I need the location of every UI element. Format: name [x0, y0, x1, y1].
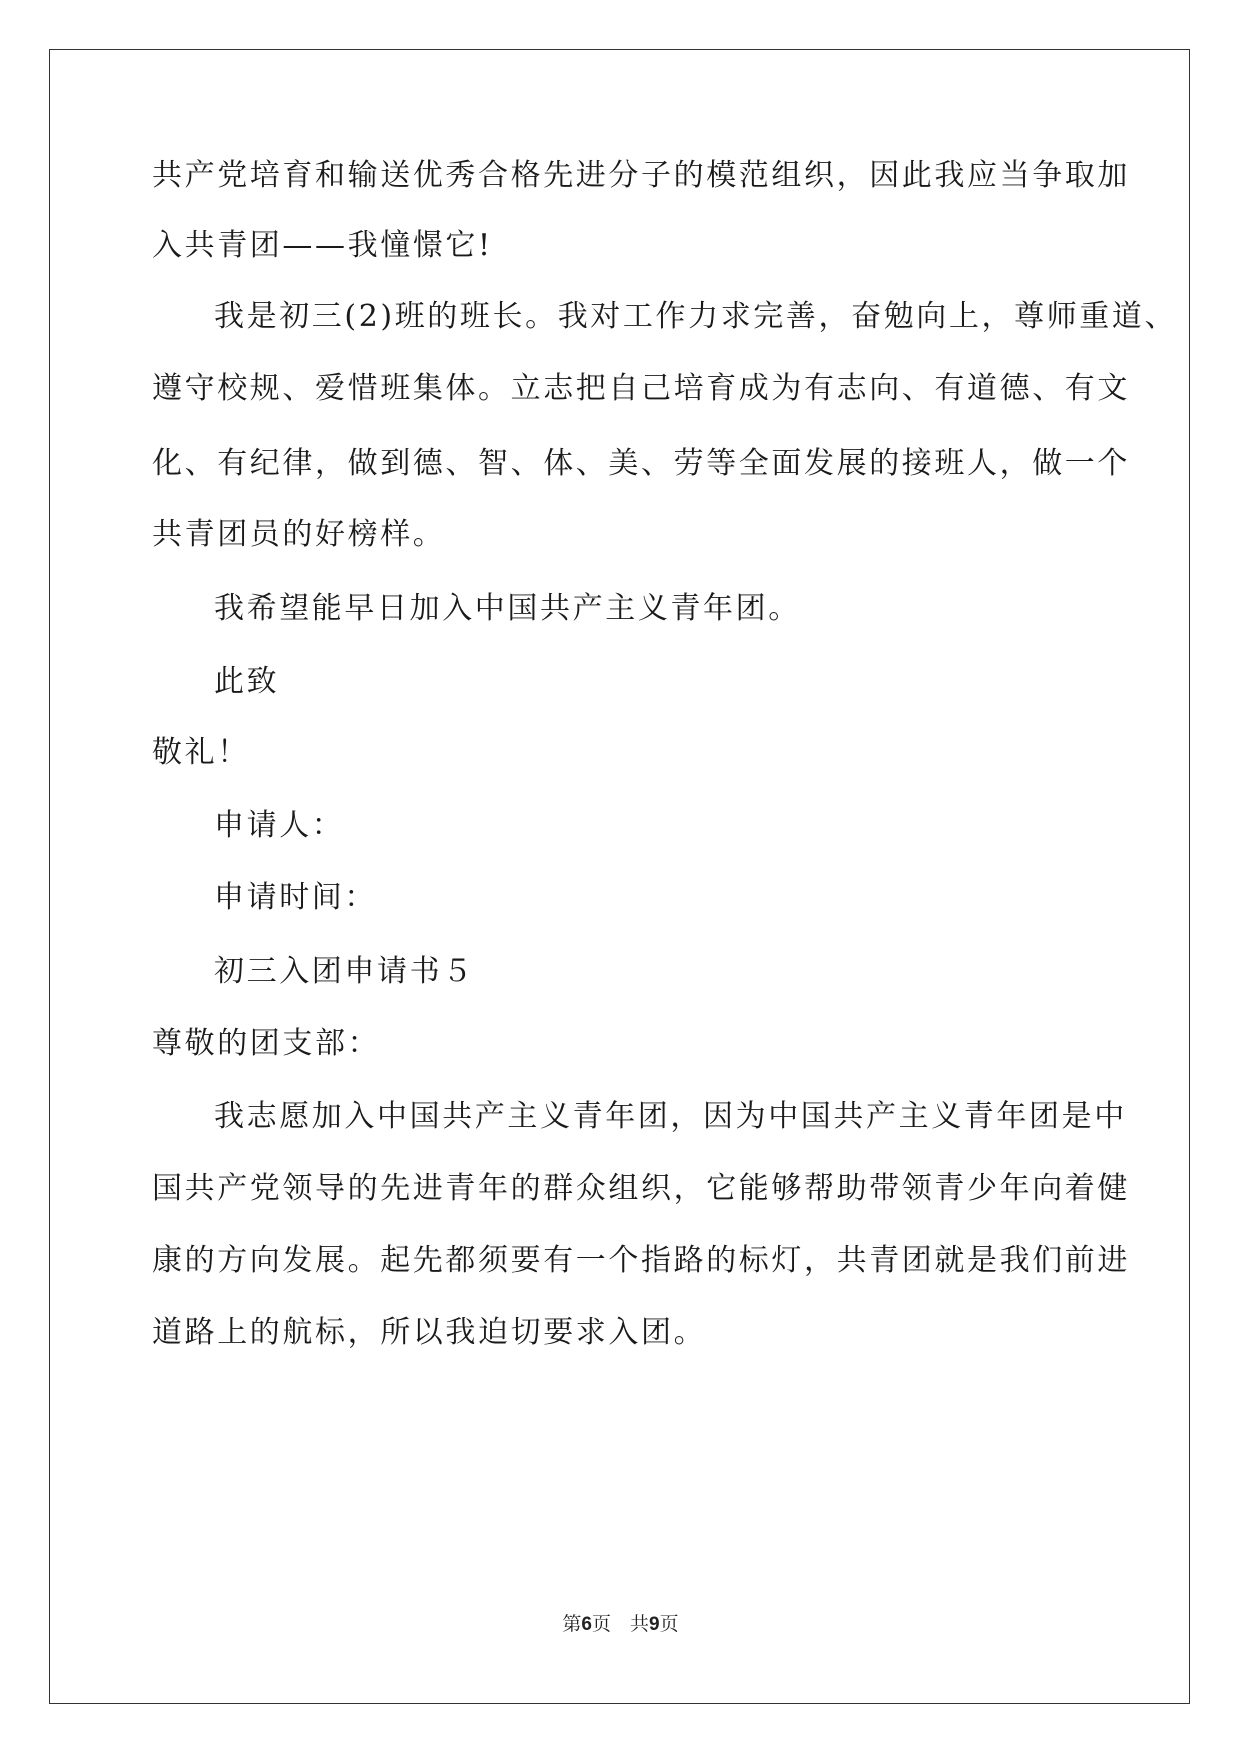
closing-regards: 敬礼！: [152, 735, 250, 770]
body-text-line: 共青团员的好榜样。: [152, 517, 446, 552]
body-text-line: 我希望能早日加入中国共产主义青年团。: [214, 591, 801, 626]
footer-suffix: 页: [659, 1613, 679, 1635]
body-text-line: 入共青团——我憧憬它!: [152, 228, 493, 263]
body-text-line: 我志愿加入中国共产主义青年团，因为中国共产主义青年团是中: [214, 1099, 1127, 1134]
greeting-line: 尊敬的团支部：: [152, 1026, 381, 1061]
page-footer: [0, 1612, 1241, 1637]
closing-salutation: 此致: [214, 664, 280, 699]
footer-total-pages: 9: [649, 1614, 660, 1635]
section-heading: 初三入团申请书５: [214, 954, 475, 989]
applicant-label: 申请人：: [214, 808, 345, 843]
footer-prefix: 第: [562, 1613, 582, 1635]
body-text-line: 化、有纪律，做到德、智、体、美、劳等全面发展的接班人，做一个: [152, 446, 1130, 481]
body-text-line: 我是初三(2)班的班长。我对工作力求完善，奋勉向上，尊师重道、: [214, 299, 1178, 334]
body-text-line: 共产党培育和输送优秀合格先进分子的模范组织，因此我应当争取加: [152, 158, 1130, 193]
body-text-line: 康的方向发展。起先都须要有一个指路的标灯，共青团就是我们前进: [152, 1243, 1130, 1278]
page-border: [49, 49, 1190, 1704]
body-text-line: 道路上的航标，所以我迫切要求入团。: [152, 1315, 707, 1350]
footer-mid: 页 共: [591, 1613, 649, 1635]
body-text-line: 遵守校规、爱惜班集体。立志把自己培育成为有志向、有道德、有文: [152, 371, 1130, 406]
footer-current-page: 6: [581, 1614, 592, 1635]
application-date-label: 申请时间：: [214, 880, 377, 915]
body-text-line: 国共产党领导的先进青年的群众组织，它能够帮助带领青少年向着健: [152, 1171, 1130, 1206]
